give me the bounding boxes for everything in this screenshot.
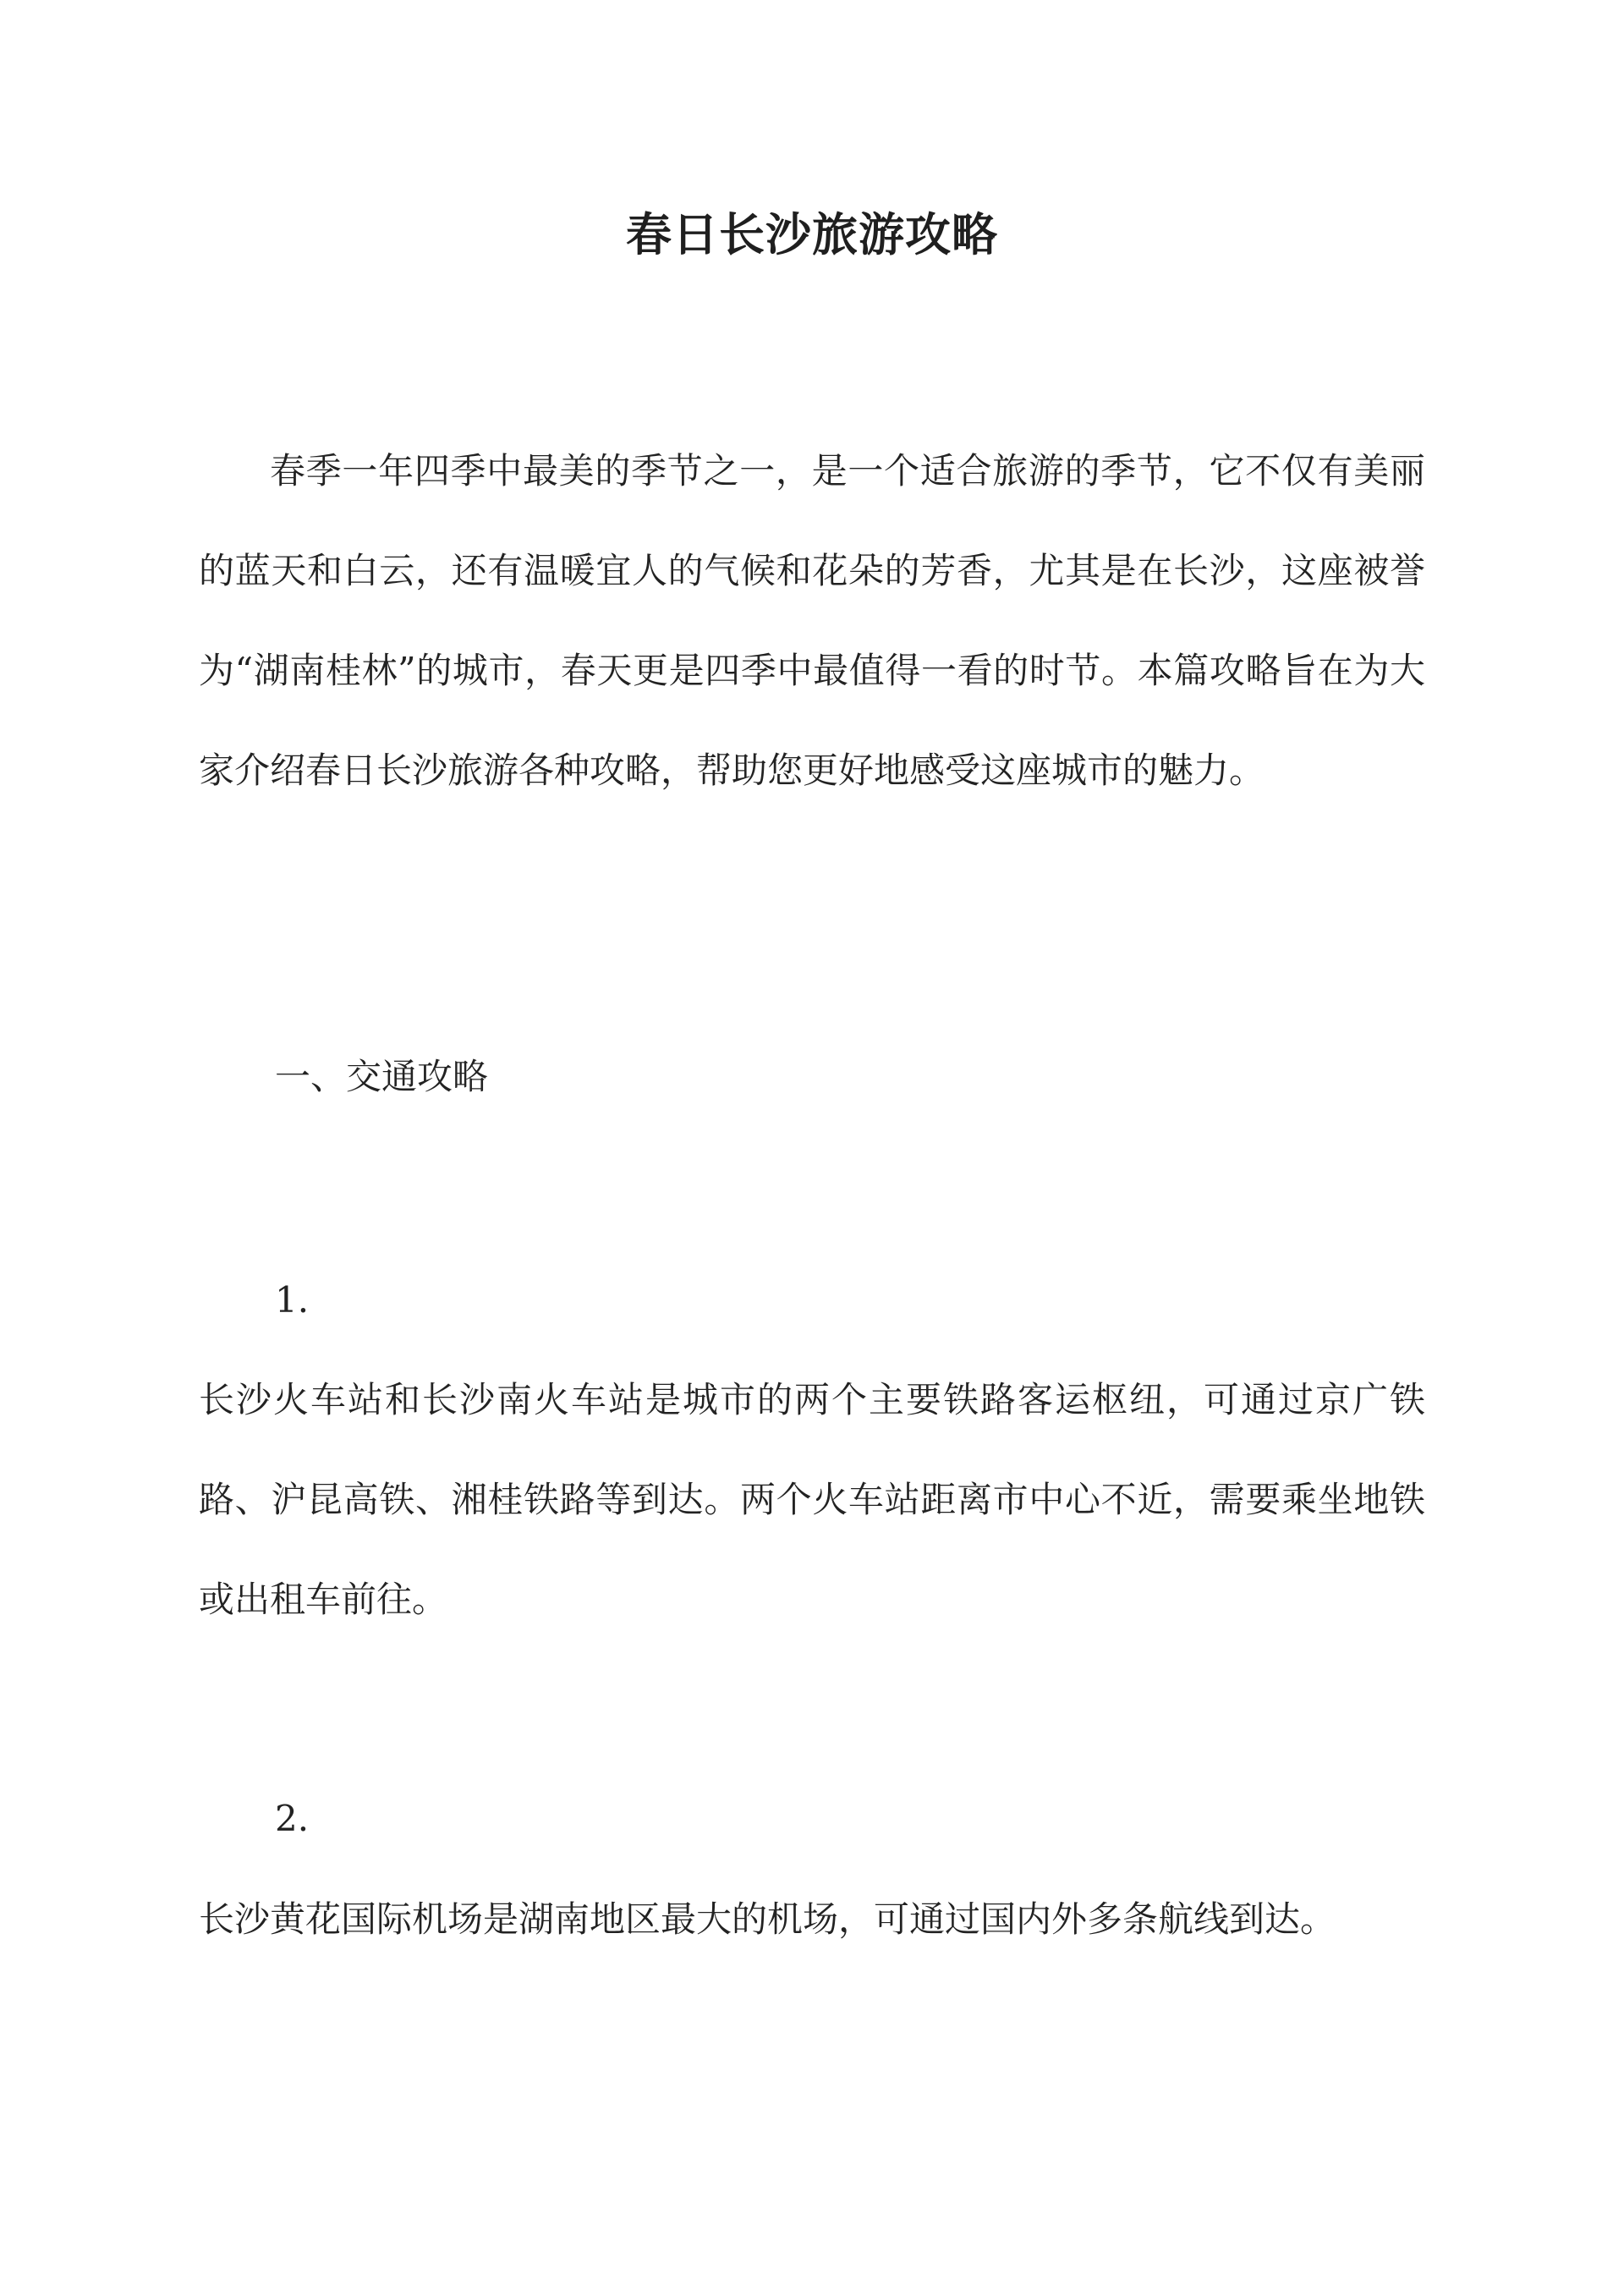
list-item-number: 1. (275, 1279, 310, 1321)
section-heading-transport: 一、交通攻略 (275, 1056, 489, 1097)
list-item-text: 长沙火车站和长沙南火车站是城市的两个主要铁路客运枢纽，可通过京广铁路、沪昆高铁、湘桂铁路等到达。两个火车站距离市中心不近，需要乘坐地铁或出租车前往。 (199, 1379, 1425, 1620)
list-item-number: 2. (275, 1798, 310, 1839)
intro-paragraph: 春季一年四季中最美的季节之一，是一个适合旅游的季节，它不仅有美丽的蓝天和白云，还有温暖宜人的气候和花朵的芳香，尤其是在长沙，这座被誉为“湖南桂林”的城市，春天更是四季中最值得一看的时节。本篇攻略旨在为大家介绍春日长沙旅游各种攻略，帮助您更好地感受这座城市的魅力。 (199, 450, 1425, 791)
document-title: 春日长沙旅游攻略 (626, 207, 998, 261)
list-item-text: 长沙黄花国际机场是湖南地区最大的机场，可通过国内外多条航线到达。 (199, 1898, 1336, 1940)
